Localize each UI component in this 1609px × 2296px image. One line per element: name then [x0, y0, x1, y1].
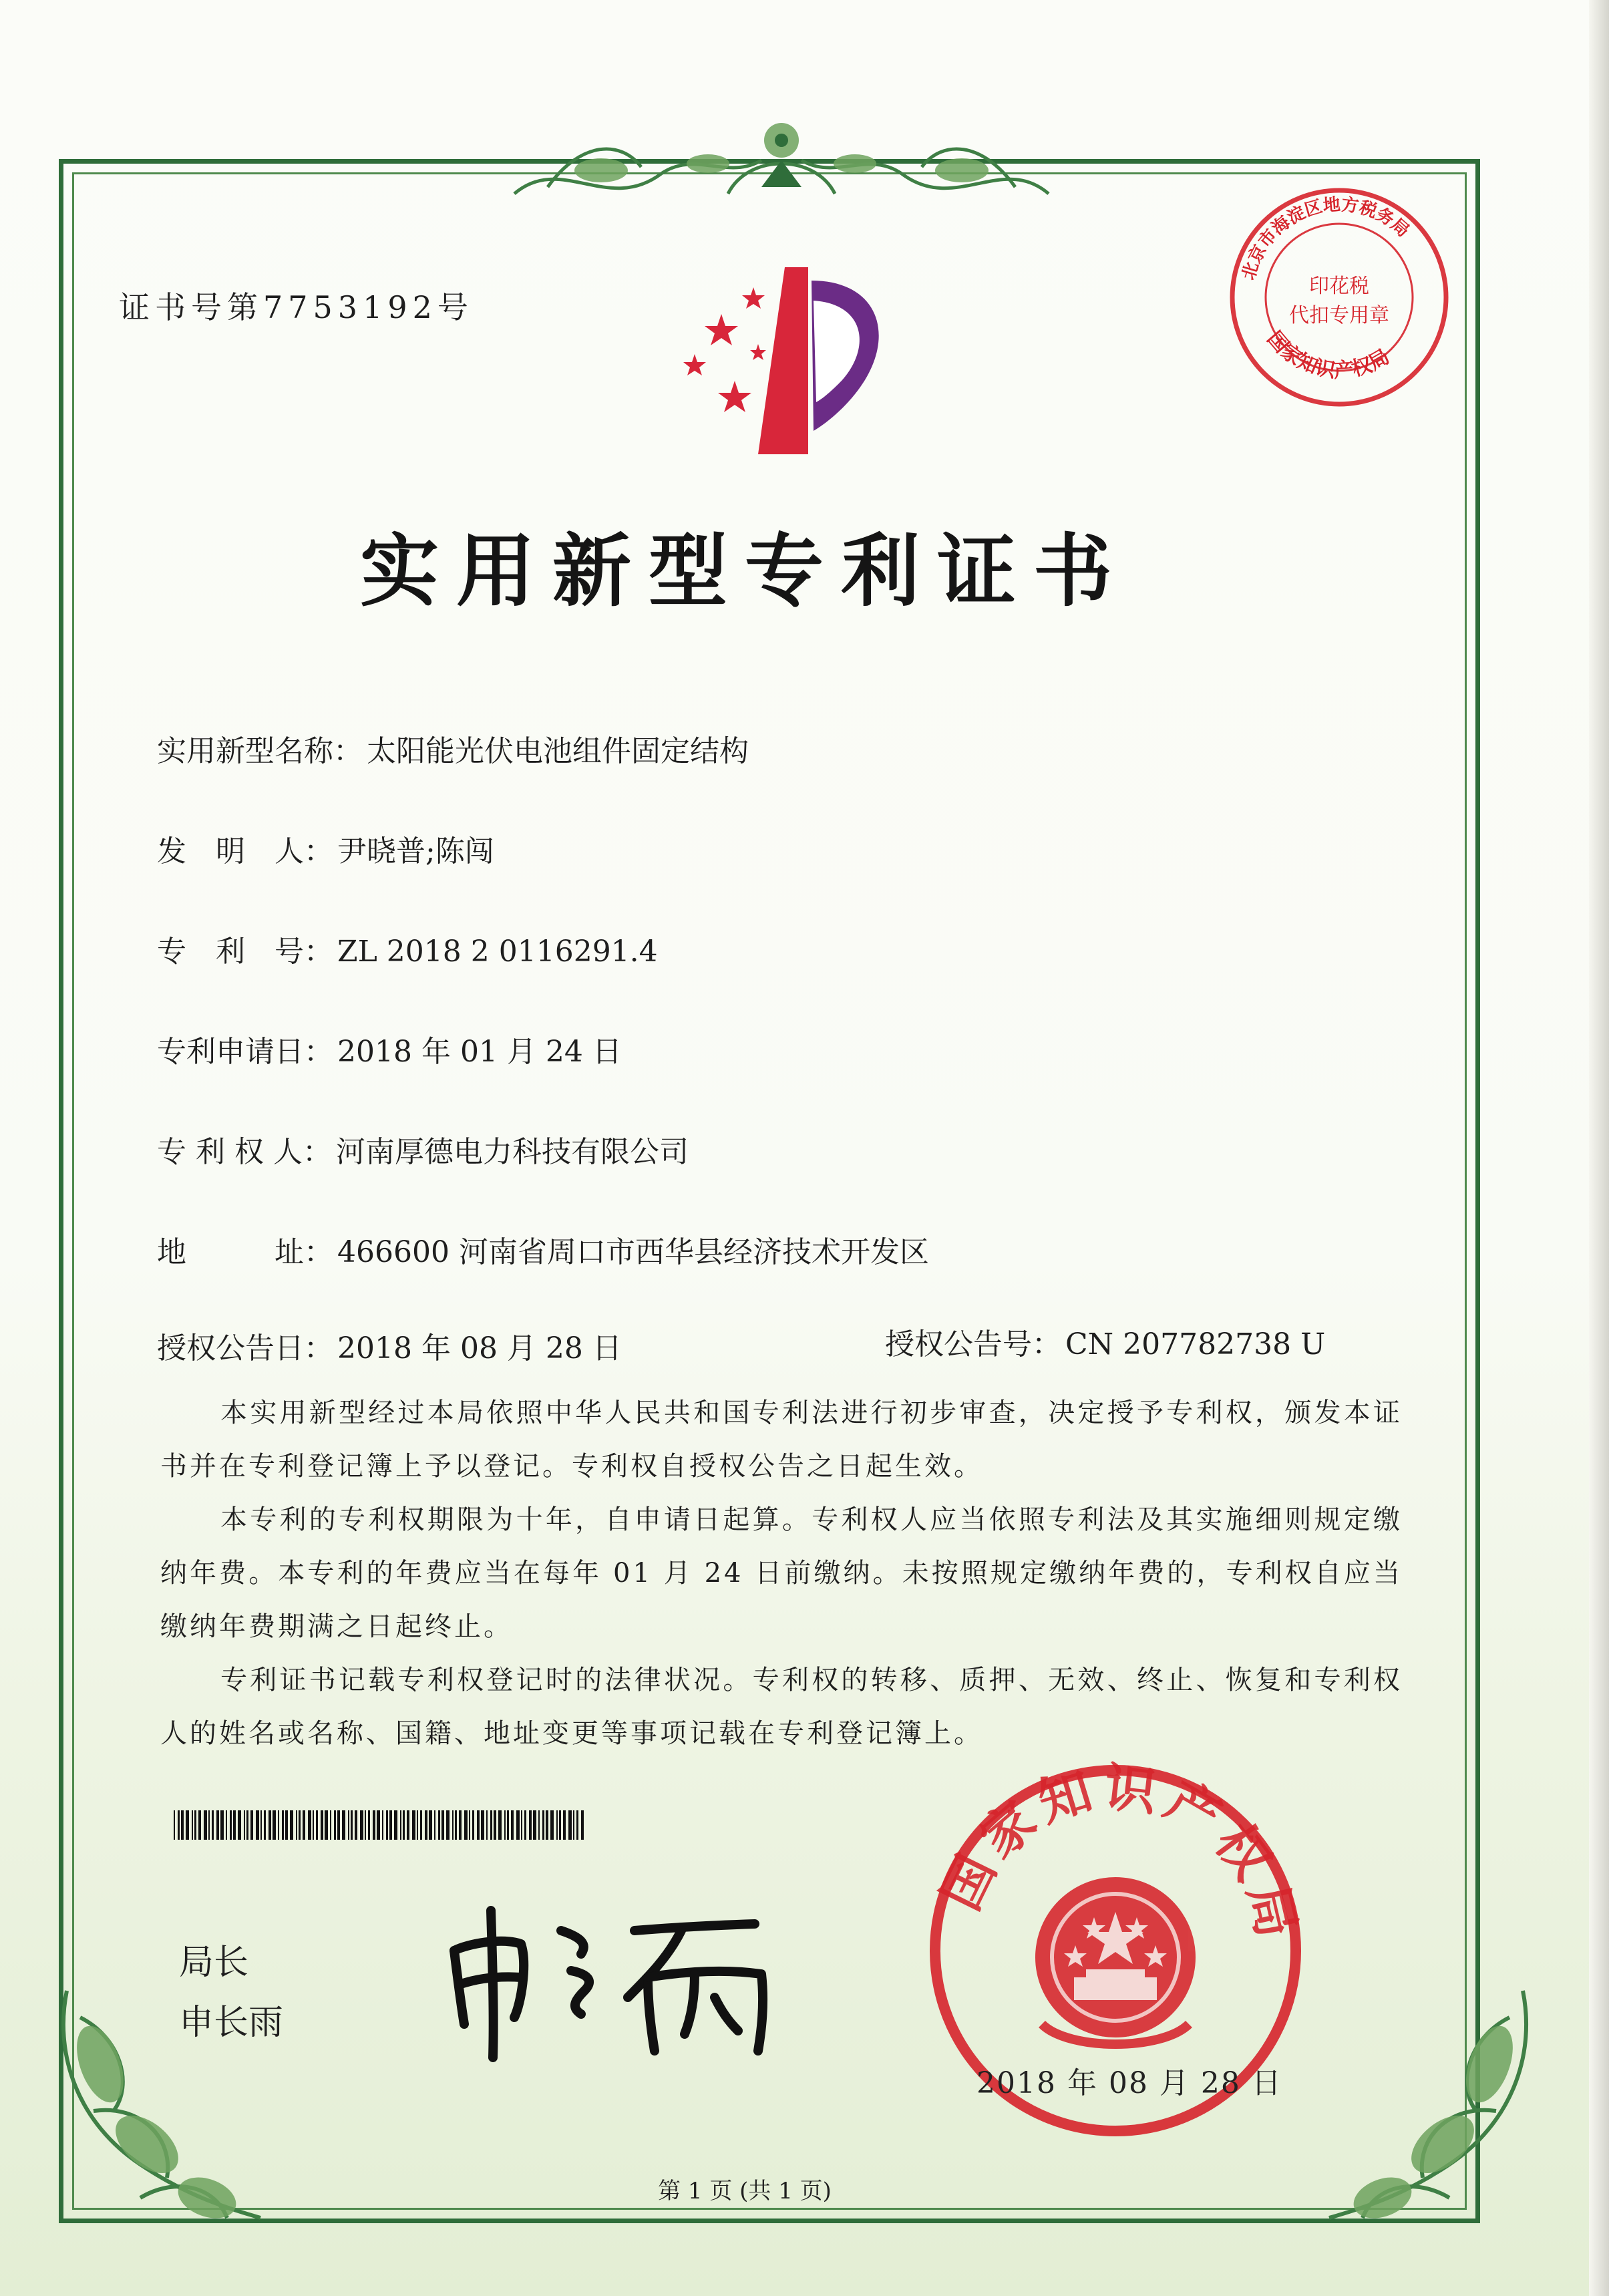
barcode-bar	[490, 1810, 492, 1840]
barcode-bar	[429, 1810, 432, 1840]
barcode-bar	[455, 1810, 457, 1840]
body-text	[160, 1386, 1403, 1760]
barcode-bar	[368, 1810, 370, 1840]
top-ornament-icon	[508, 114, 1055, 227]
barcode-bar	[360, 1810, 363, 1840]
field-label: 专 利 号：	[157, 935, 333, 969]
barcode-bar	[198, 1810, 201, 1840]
field-label: 授权公告日：	[157, 1331, 333, 1365]
field-value: 尹晓普;陈闯	[337, 834, 494, 868]
barcode-bar	[278, 1810, 279, 1840]
barcode-bar	[244, 1810, 245, 1840]
barcode-bar	[181, 1810, 184, 1840]
director-signature	[427, 1891, 801, 2064]
field-value: 河南厚德电力科技有限公司	[335, 1135, 689, 1169]
barcode-bar	[186, 1810, 189, 1840]
barcode-bar	[542, 1810, 544, 1840]
barcode-bar	[389, 1810, 392, 1840]
field-label: 专 利 权 人：	[157, 1135, 332, 1169]
barcode-bar	[469, 1810, 470, 1840]
seal-text: 国家知识产权局	[930, 1757, 1308, 1950]
barcode-bar	[303, 1810, 305, 1840]
barcode-bar	[174, 1810, 175, 1840]
barcode-bar	[204, 1810, 207, 1840]
patent-office-emblem-icon	[641, 267, 908, 468]
barcode-bar	[521, 1810, 522, 1840]
seal-bottom-text: 国家知识产权局	[1262, 327, 1394, 383]
barcode-bar	[238, 1810, 241, 1840]
field-value: 2018 年 01 月 24 日	[337, 1035, 622, 1069]
barcode-bar	[441, 1810, 444, 1840]
barcode-bar	[581, 1810, 584, 1840]
barcode-bar	[208, 1810, 210, 1840]
field-label: 授权公告号：	[885, 1327, 1061, 1361]
barcode-bar	[373, 1810, 375, 1840]
barcode-bar	[420, 1810, 422, 1840]
barcode-bar	[550, 1810, 554, 1840]
barcode-bar	[533, 1810, 536, 1840]
barcode-bar	[194, 1810, 196, 1840]
barcode-bar	[568, 1810, 572, 1840]
barcode-bar	[351, 1810, 353, 1840]
field-filing-date	[157, 1027, 622, 1070]
paragraph-term: 本专利的专利权期限为十年，自申请日起算。专利权人应当依照专利法及其实施细则规定缴纳年费。本专利的年费应当在每年 01 月 24 日前缴纳。未按照规定缴纳年费的，专利权自应当缴纳年费期满之日起终止。	[160, 1504, 1403, 1642]
barcode-bar	[365, 1810, 366, 1840]
barcode-bar	[412, 1810, 415, 1840]
seal-outer-text: 北京市海淀区地方税务局	[1238, 194, 1413, 283]
stamp-duty-seal	[1222, 180, 1456, 414]
field-announce-number	[885, 1320, 1325, 1363]
barcode-bar	[382, 1810, 383, 1840]
barcode-bar	[576, 1810, 578, 1840]
field-patent-number	[157, 927, 658, 970]
barcode-bar	[348, 1810, 349, 1840]
paragraph-grant: 本实用新型经过本局依照中华人民共和国专利法进行初步审查，决定授予专利权，颁发本证书并在专利登记簿上予以登记。专利权自授权公告之日起生效。	[160, 1398, 1403, 1482]
barcode-bar	[230, 1810, 232, 1840]
barcode-bar	[246, 1810, 248, 1840]
field-address	[157, 1228, 929, 1271]
barcode-bar	[342, 1810, 345, 1840]
barcode-bar	[417, 1810, 418, 1840]
field-value: CN 207782738 U	[1065, 1327, 1326, 1361]
barcode-bar	[330, 1810, 331, 1840]
barcode-bar	[337, 1810, 340, 1840]
barcode-bar	[260, 1810, 262, 1840]
barcode-bar	[516, 1810, 520, 1840]
barcode-bar	[269, 1810, 271, 1840]
field-label: 地 址：	[157, 1235, 333, 1269]
barcode-bar	[498, 1810, 502, 1840]
barcode	[174, 1810, 588, 1840]
certificate-number: 证书号第7753192号	[119, 289, 474, 325]
barcode-bar	[355, 1810, 357, 1840]
field-value: 466600 河南省周口市西华县经济技术开发区	[337, 1235, 929, 1269]
barcode-bar	[220, 1810, 224, 1840]
barcode-bar	[313, 1810, 314, 1840]
svg-text:北京市海淀区地方税务局	[1239, 194, 1413, 282]
barcode-bar	[216, 1810, 219, 1840]
certificate-title: 实用新型专利证书	[359, 524, 1129, 617]
barcode-bar	[334, 1810, 336, 1840]
field-announce-date	[157, 1324, 622, 1367]
barcode-bar	[308, 1810, 311, 1840]
barcode-bar	[434, 1810, 435, 1840]
barcode-bar	[481, 1810, 484, 1840]
barcode-bar	[459, 1810, 462, 1840]
barcode-bar	[192, 1810, 193, 1840]
field-value: 太阳能光伏电池组件固定结构	[367, 734, 749, 768]
field-label: 发 明 人：	[157, 834, 333, 868]
barcode-bar	[250, 1810, 253, 1840]
barcode-bar	[256, 1810, 259, 1840]
barcode-bar	[446, 1810, 450, 1840]
barcode-bar	[538, 1810, 540, 1840]
barcode-bar	[212, 1810, 214, 1840]
barcode-bar	[504, 1810, 506, 1840]
seal-date: 2018 年 08 月 28 日	[976, 2066, 1282, 2100]
barcode-bar	[556, 1810, 558, 1840]
field-patentee	[157, 1128, 689, 1170]
barcode-bar	[407, 1810, 409, 1840]
page-number: 第 1 页 (共 1 页)	[658, 2178, 832, 2204]
barcode-bar	[377, 1810, 380, 1840]
field-value: ZL 2018 2 0116291.4	[337, 935, 658, 969]
barcode-bar	[529, 1810, 532, 1840]
barcode-bar	[511, 1810, 514, 1840]
field-inventor	[157, 827, 494, 870]
barcode-bar	[546, 1810, 548, 1840]
field-label: 专利申请日：	[157, 1035, 333, 1069]
barcode-bar	[563, 1810, 566, 1840]
barcode-bar	[507, 1810, 509, 1840]
barcode-bar	[477, 1810, 480, 1840]
barcode-bar	[400, 1810, 401, 1840]
barcode-bar	[472, 1810, 474, 1840]
director-title: 局长	[179, 1943, 249, 1983]
barcode-bar	[486, 1810, 488, 1840]
barcode-bar	[452, 1810, 454, 1840]
barcode-bar	[296, 1810, 297, 1840]
barcode-bar	[438, 1810, 440, 1840]
barcode-bar	[285, 1810, 288, 1840]
barcode-bar	[290, 1810, 293, 1840]
barcode-bar	[325, 1810, 328, 1840]
director-name: 申长雨	[179, 2003, 284, 2043]
field-value: 2018 年 08 月 28 日	[337, 1331, 622, 1365]
barcode-bar	[573, 1810, 574, 1840]
scan-edge	[1589, 0, 1609, 2296]
seal-inner-text-2: 代扣专用章	[1289, 304, 1389, 327]
barcode-bar	[233, 1810, 236, 1840]
barcode-bar	[264, 1810, 266, 1840]
barcode-bar	[178, 1810, 180, 1840]
field-label: 实用新型名称：	[157, 734, 363, 768]
barcode-bar	[316, 1810, 318, 1840]
barcode-bar	[464, 1810, 468, 1840]
barcode-bar	[226, 1810, 227, 1840]
barcode-bar	[425, 1810, 427, 1840]
barcode-bar	[282, 1810, 284, 1840]
barcode-bar	[494, 1810, 496, 1840]
svg-text:国家知识产权局	[1262, 327, 1393, 382]
paragraph-legal-status: 专利证书记载专利权登记时的法律状况。专利权的转移、质押、无效、终止、恢复和专利权人的姓名或名称、国籍、地址变更等事项记载在专利登记簿上。	[160, 1665, 1403, 1749]
field-utility-model-name	[157, 727, 749, 770]
barcode-bar	[403, 1810, 405, 1840]
seal-inner-text-1: 印花税	[1309, 275, 1369, 298]
barcode-bar	[321, 1810, 323, 1840]
barcode-bar	[559, 1810, 561, 1840]
barcode-bar	[386, 1810, 388, 1840]
barcode-bar	[273, 1810, 276, 1840]
barcode-bar	[394, 1810, 397, 1840]
barcode-bar	[524, 1810, 526, 1840]
barcode-bar	[299, 1810, 301, 1840]
